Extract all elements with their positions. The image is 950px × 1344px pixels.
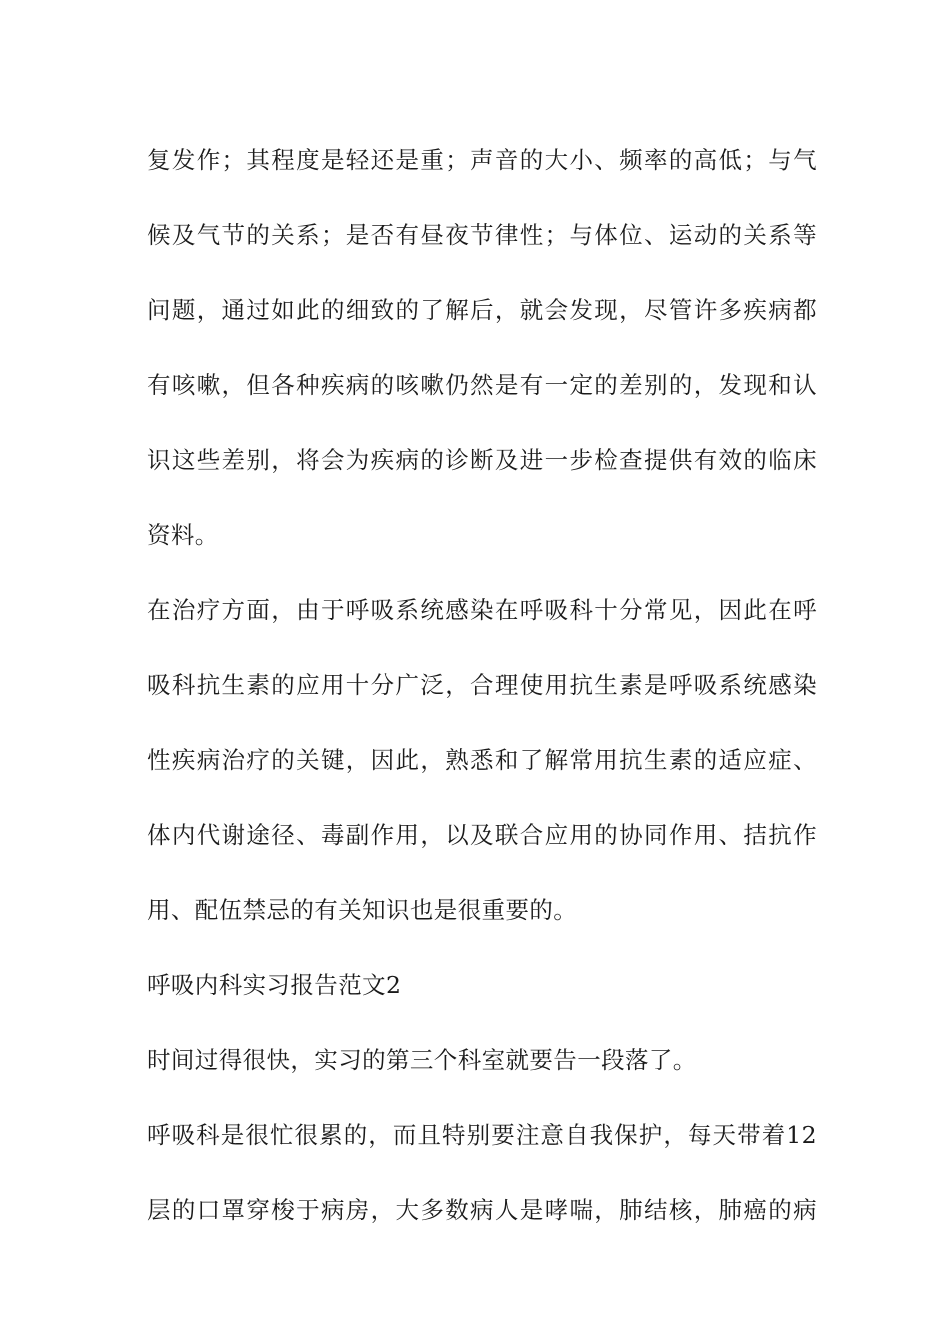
document-body	[147, 123, 817, 1248]
text-line: 复发作；其程度是轻还是重；声音的大小、频率的高低；与气	[147, 146, 817, 174]
text-line: 候及气节的关系；是否有昼夜节律性；与体位、运动的关系等	[147, 221, 817, 249]
text-line: 在治疗方面，由于呼吸系统感染在呼吸科十分常见，因此在呼	[147, 596, 817, 624]
text-line: 有咳嗽，但各种疾病的咳嗽仍然是有一定的差别的，发现和认	[147, 371, 817, 399]
text-line: 用、配伍禁忌的有关知识也是很重要的。	[147, 896, 578, 924]
text-line: 时间过得很快，实习的第三个科室就要告一段落了。	[147, 1046, 697, 1074]
section-heading: 呼吸内科实习报告范文2	[147, 971, 402, 999]
text-line: 呼吸科是很忙很累的，而且特别要注意自我保护，每天带着12	[147, 1121, 817, 1149]
text-line: 性疾病治疗的关键，因此，熟悉和了解常用抗生素的适应症、	[147, 746, 817, 774]
text-line: 层的口罩穿梭于病房，大多数病人是哮喘，肺结核，肺癌的病	[147, 1196, 817, 1224]
text-line: 体内代谢途径、毒副作用，以及联合应用的协同作用、拮抗作	[147, 821, 817, 849]
text-line: 识这些差别，将会为疾病的诊断及进一步检查提供有效的临床	[147, 446, 817, 474]
text-line: 吸科抗生素的应用十分广泛，合理使用抗生素是呼吸系统感染	[147, 671, 817, 699]
text-line: 资料。	[147, 521, 219, 549]
text-line: 问题，通过如此的细致的了解后，就会发现，尽管许多疾病都	[147, 296, 817, 324]
